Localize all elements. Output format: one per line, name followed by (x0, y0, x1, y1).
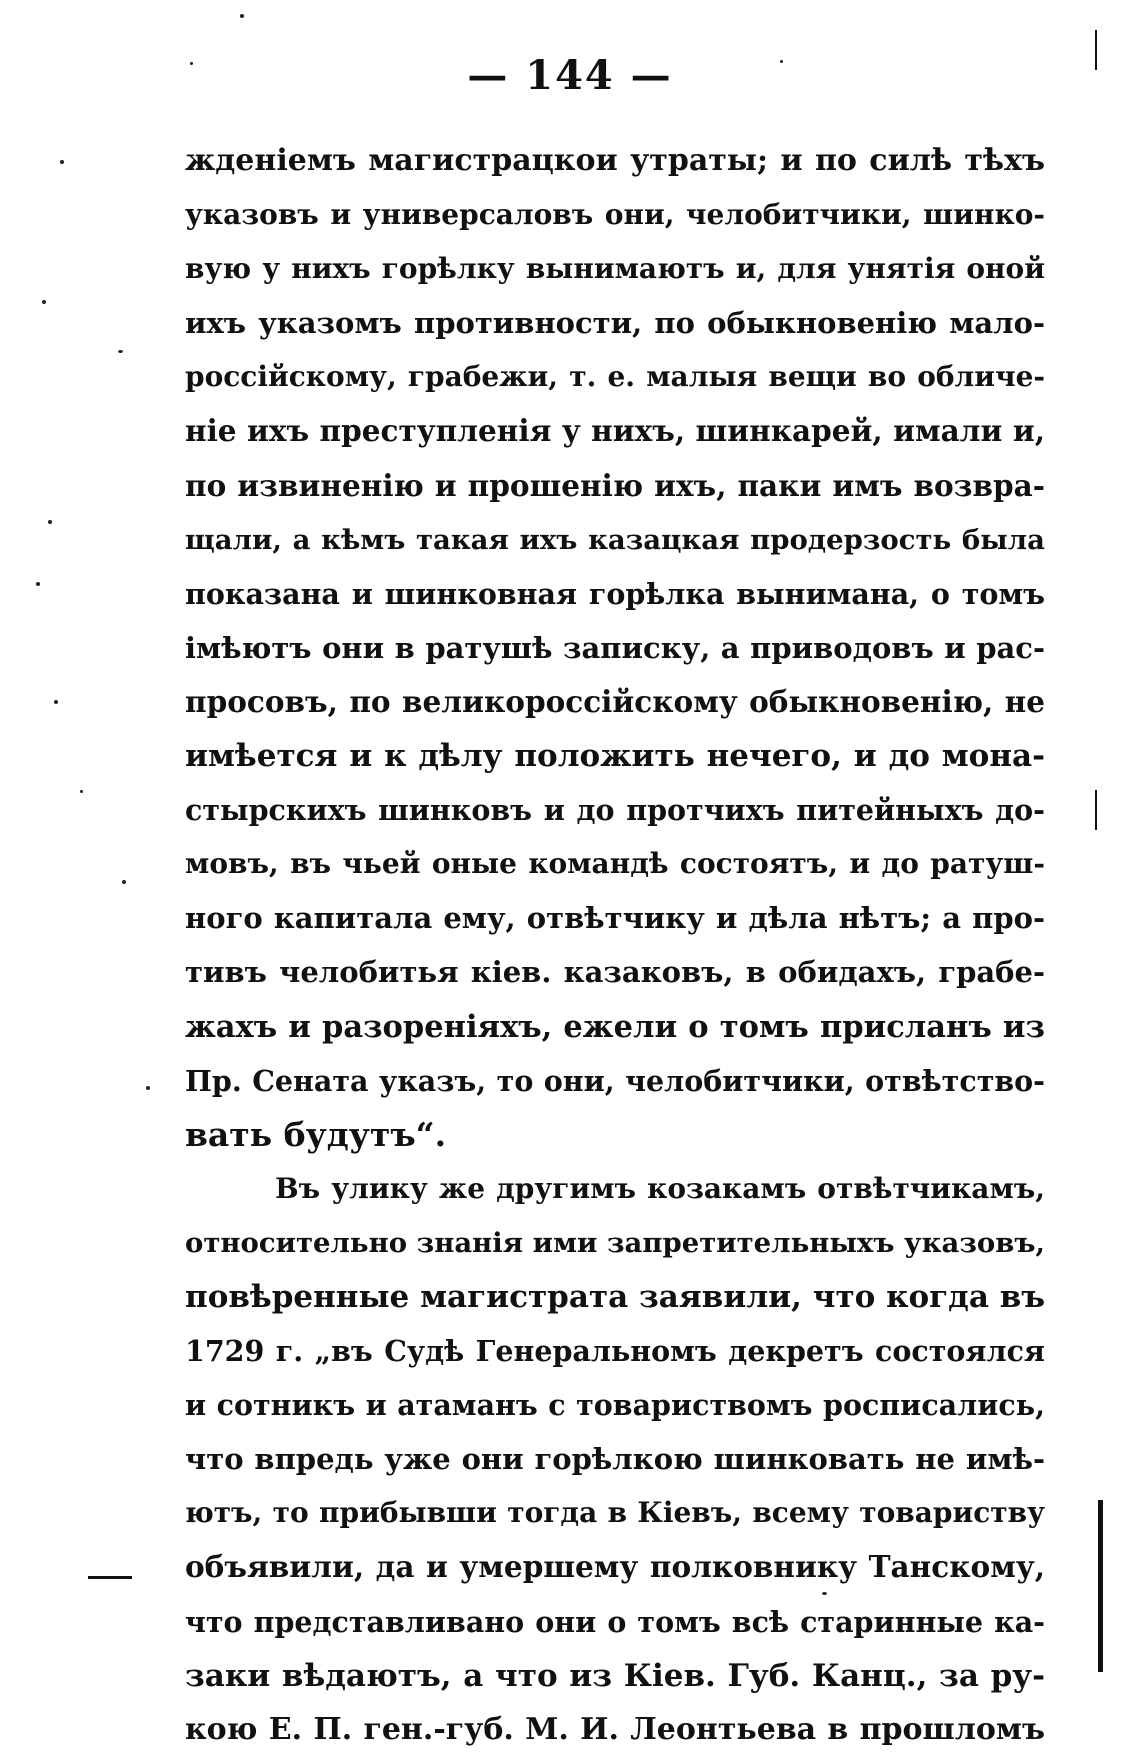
scan-speck (780, 60, 783, 63)
scan-edge-mark (88, 1576, 132, 1579)
scan-speck (48, 520, 52, 524)
scan-speck (240, 14, 244, 18)
scan-speck (80, 790, 83, 793)
text-line: ного капитала ему, отвѣтчику и дѣла нѣтъ; а про- (185, 901, 1045, 936)
text-line: ніе ихъ преступленія у нихъ, шинкарей, имали и, (185, 413, 1045, 449)
scan-speck (146, 1086, 150, 1090)
scan-speck (190, 62, 193, 65)
scan-speck (822, 1592, 827, 1595)
text-line: жденіемъ магистрацкои утраты; и по силѣ тѣхъ (185, 143, 1045, 178)
page-number: — 144 — (467, 52, 673, 99)
text-line: объявили, да и умершему полковнику Танскому, (185, 1549, 1045, 1585)
text-line-paragraph-end: вать будутъ“. (185, 1114, 447, 1154)
scan-speck (60, 160, 64, 164)
text-line: тивъ челобитья кіев. казаковъ, в обидахъ, грабе- (185, 955, 1045, 990)
text-line: вую у нихъ горѣлку вынимаютъ и, для унятія оной (185, 252, 1045, 286)
text-line: что представливано они о томъ всѣ старинные ка- (185, 1604, 1045, 1639)
scan-speck (54, 700, 58, 704)
text-line: Пр. Сената указъ, то они, челобитчики, отвѣтство- (185, 1063, 1045, 1098)
scan-edge-mark (1095, 30, 1097, 70)
text-line: россійскому, грабежи, т. е. малыя вещи во обличе- (185, 360, 1045, 394)
text-line: просовъ, по великороссійскому обыкновенію, не (185, 683, 1045, 719)
text-line: заки вѣдаютъ, а что из Кіев. Губ. Канц., за ру- (185, 1657, 1045, 1694)
scan-edge-mark (1095, 790, 1097, 830)
scan-speck (42, 300, 46, 304)
scan-speck (122, 880, 126, 884)
text-line: и сотникъ и атаманъ с товариствомъ росписались, (185, 1388, 1045, 1423)
body-text (185, 134, 1045, 1757)
text-line: показана и шинковная горѣлка вынимана, о томъ (185, 576, 1045, 611)
text-line: имѣется и к дѣлу положить нечего, и до мона- (185, 738, 1045, 775)
text-line: кою Е. П. ген.-губ. М. И. Леонтьева в прошломъ (185, 1711, 1045, 1747)
text-line: по извиненію и прошенію ихъ, паки имъ возвра- (185, 467, 1045, 503)
text-line: 1729 г. „въ Судѣ Генеральномъ декретъ состоялся (185, 1334, 1045, 1369)
text-line: стырскихъ шинковъ и до протчихъ питейныхъ до- (185, 793, 1045, 828)
text-line: повѣренные магистрата заявили, что когда въ (185, 1278, 1045, 1315)
text-line: ихъ указомъ противности, по обыкновенію мало- (185, 306, 1045, 341)
text-line: указовъ и универсаловъ они, челобитчики, шинко- (185, 198, 1045, 232)
scan-edge-mark (1098, 1500, 1103, 1672)
text-line: щали, а кѣмъ такая ихъ казацкая продерзость была (185, 523, 1045, 556)
text-line: относительно знанія ими запретительныхъ указовъ, (185, 1226, 1045, 1259)
text-line: імѣютъ они в ратушѣ записку, а приводовъ и рас- (185, 630, 1045, 665)
text-line: ютъ, то прибывши тогда в Кіевъ, всему товариству (185, 1496, 1045, 1530)
scan-speck (36, 582, 40, 586)
text-line-paragraph-start: Въ улику же другимъ козакамъ отвѣтчикамъ, (275, 1171, 1045, 1205)
text-line: мовъ, въ чьей оные командѣ состоятъ, и до ратуш- (185, 847, 1045, 881)
scan-speck (118, 350, 123, 353)
text-line: жахъ и разореніяхъ, ежели о томъ присланъ из (185, 1008, 1045, 1045)
text-line: что впредь уже они горѣлкою шинковать не имѣ- (185, 1442, 1045, 1477)
